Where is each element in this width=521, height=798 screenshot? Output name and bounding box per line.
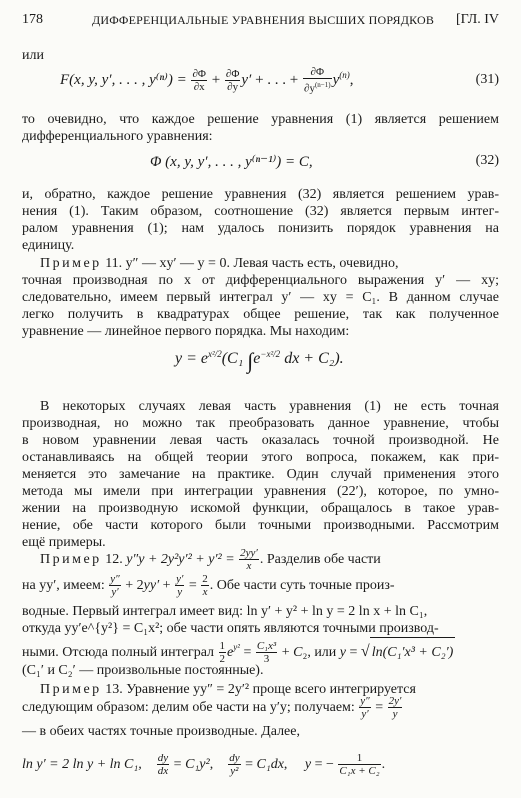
text-line: производная, но можно так преобразовать данное уравнение, чтобы (22, 416, 499, 431)
solution-inner: e (253, 350, 261, 367)
solution-tail: dx + C₂). (284, 350, 344, 367)
text-line: единицу. (22, 238, 75, 253)
text-line: В некоторых случаях левая часть уравнения (1) не есть точная (40, 399, 499, 414)
text-line: легко получить в квадратурах общее решение, так как полученное (22, 307, 499, 322)
example-11-text: 11. y″ — xy′ — y = 0. Левая часть есть, очевидно, (105, 256, 399, 271)
text-line: точная производная по x от дифференциального выражения y′ — xy; (22, 273, 499, 288)
equation-31-lhs: F(x, y, y′, . . . , y⁽ⁿ⁾) = (60, 71, 187, 88)
text-line: в новом уравнении левая часть оказалась точной производной. Не (22, 433, 499, 448)
example-12-denominator: x (246, 560, 252, 573)
example-12-numerator: 2yy′ (240, 547, 258, 560)
equation-32: Φ (x, y, y′, . . . , y⁽ⁿ⁻¹⁾) = C, (150, 154, 313, 170)
text-line: останавливаясь на общей теории этого вопроса, покажем, как при- (22, 450, 499, 465)
example-label: Пример (40, 682, 102, 697)
example-12-number: 12. (105, 552, 123, 567)
solution-c1: (C₁ (221, 350, 244, 367)
text-line: или (22, 48, 44, 63)
example-13-text: 13. Уравнение yy″ = 2y′² проще всего интегрируется (105, 682, 416, 697)
text-line: уравнение — линейное первого порядка. Мы находим: (22, 324, 350, 339)
text-line: водные. Первый интеграл имеет вид: ln y′ + y² + ln y = 2 ln x + ln C₁, (22, 604, 428, 619)
solution-lhs: y = e (175, 350, 208, 367)
text-line-tail: . Обе части суть точные произ- (209, 578, 395, 593)
text-line: следующим образом: делим обе части на y′y; получаем: $\frac{y''}{y'}$ = $\frac{2y'}{y}$ (22, 695, 402, 721)
running-header (22, 12, 499, 32)
text-line-pre: следующим образом: делим обе части на y′y; получаем: (22, 700, 355, 715)
solution-inner-exponent: −x²/2 (260, 349, 281, 359)
text-line: ралом уравнения (1); нам удалось понизить порядок уравнения на (22, 221, 499, 236)
final-eq-1: ln y′ = 2 ln y + ln C₁, (22, 757, 142, 772)
example-11-heading (40, 255, 499, 272)
text-line: меняется это замечание на практике. Один случай применения этого (22, 467, 499, 482)
text-line: и, обратно, каждое решение уравнения (32) является решением урав- (22, 187, 499, 202)
text-line-pre: на yy′, имеем: (22, 578, 105, 593)
equation-32-number: (32) (475, 153, 499, 168)
text-line: то очевидно, что каждое решение уравнения (1) является решением (22, 112, 499, 127)
text-line: нение, обе части которого были точными производными. Рассмотрим (22, 518, 499, 533)
equation-31-number: (31) (475, 72, 499, 87)
example-12-equation: y″y + 2y²y′² + y′² = (126, 552, 235, 567)
text-line: — в обеих частях точные производные. Далее, (22, 724, 300, 739)
example-12-tail: . Разделив обе части (259, 552, 381, 567)
text-line: дифференциального уравнения: (22, 129, 213, 144)
text-line-pre: ными. Отсюда полный интеграл (22, 645, 215, 660)
equation-31: F(x, y, y′, . . . , y⁽ⁿ⁾) = $\frac{\partial\Phi}{\partial x}$ + $\frac{\partial\Phi}{\partial y}$ y′ + . . . + $\frac{\partial\Phi}{\partial y^{(n-1)}}$ $y^{(n)}$, (60, 66, 354, 95)
example-label: Пример (40, 256, 102, 271)
text-line: жении на производную искомой функции, обращалось в такое урав- (22, 501, 499, 516)
text-line: ными. Отсюда полный интеграл $\frac{1}{2}$ $e^{y^2}$ = $\frac{\text{C₁x³}}{3}$ + C₂, или y = √ ln(C₁′x³ + C₂′) (22, 632, 499, 668)
text-line: откуда yy′e^{y²} = C₁x²; обе части опять являются точными производ- (22, 621, 439, 636)
text-line: следовательно, имеем первый интеграл y′ — xy = C₁. В данном случае (22, 290, 499, 305)
chapter-label: [ГЛ. IV (456, 12, 499, 27)
final-equations: ln y′ = 2 ln y + ln C₁, $\frac{dy}{dx}$ = C₁y², $\frac{dy}{\text{y²}}$ = C₁dx, y = − $\frac{1}{\text{C₁x + C₂}}$ . (22, 752, 386, 778)
solution-exponent: x²/2 (208, 349, 222, 359)
text-line: ещё примеры. (22, 535, 106, 550)
text-line: (C₁′ и C₂′ — произвольные постоянные). (22, 663, 264, 678)
example-label: Пример (40, 552, 102, 567)
text-line: на yy′, имеем: $\frac{y''}{y'}$ + 2yy′ + $\frac{y'}{y}$ = $\frac{2}{x}$ . Обе части суть точные произ- (22, 573, 395, 599)
solution-equation: $y = e^{x^2/2}(C_1$ $\int e^{-x^2/2}$ dx + C₂). (175, 348, 344, 373)
running-title: ДИФФЕРЕНЦИАЛЬНЫЕ УРАВНЕНИЯ ВЫСШИХ ПОРЯДКОВ (92, 13, 435, 27)
page-number: 178 (22, 12, 43, 27)
text-line: метода мы имели при интеграции уравнения (22′), которое, по умно- (22, 484, 499, 499)
text-line: нения (1). Таким образом, соотношение (32) является первым интег- (22, 204, 499, 219)
